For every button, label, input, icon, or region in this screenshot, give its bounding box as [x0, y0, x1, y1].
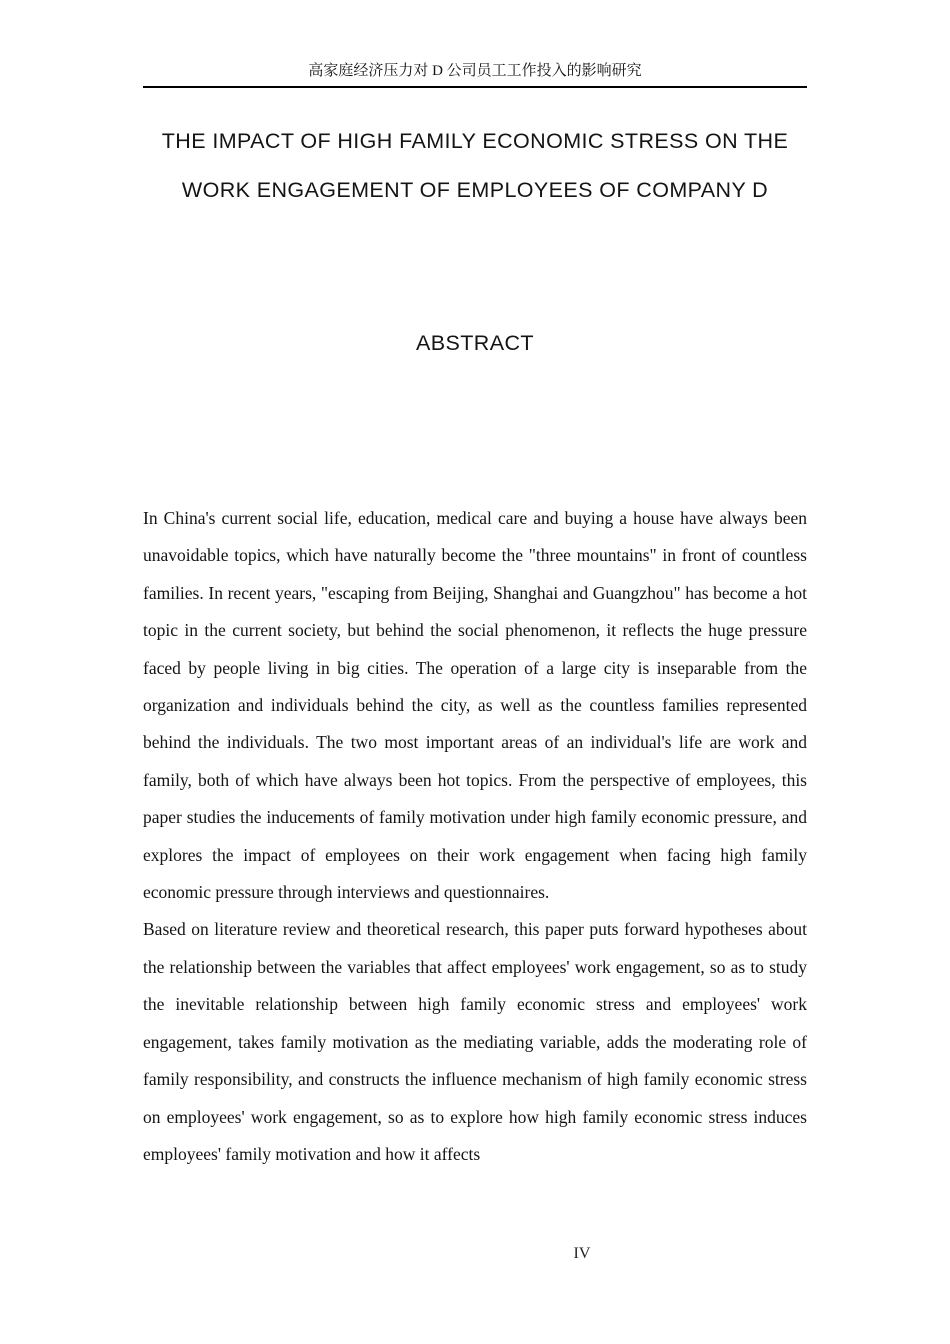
document-title-line-1: THE IMPACT OF HIGH FAMILY ECONOMIC STRESS ON THE	[161, 129, 789, 153]
document-title-line-2: WORK ENGAGEMENT OF EMPLOYEES OF COMPANY D	[181, 178, 769, 202]
abstract-body	[143, 500, 807, 1173]
abstract-heading: ABSTRACT	[416, 331, 534, 355]
page-footer	[542, 1244, 622, 1264]
running-header-title: 高家庭经济压力对 D 公司员工工作投入的影响研究	[308, 63, 642, 79]
abstract-paragraph-1: In China's current social life, education, medical care and buying a house have always been unavoidable topics, which have naturally become the "three mountains" in front of countless families. In recent years, "escaping from Beijing, Shanghai and Guangzhou" has become a hot topic in the current society, but behind the social phenomenon, it reflects the huge pressure faced by people living in big cities. The operation of a large city is inseparable from the organization and individuals behind the city, as well as the countless families represented behind the individuals. The two most important areas of an individual's life are work and family, both of which have always been hot topics. From the perspective of employees, this paper studies the inducements of family motivation under high family economic pressure, and explores the impact of employees on their work engagement when facing high family economic pressure through interviews and questionnaires.	[143, 508, 807, 903]
abstract-paragraph-2: Based on literature review and theoretical research, this paper puts forward hypotheses about the relationship between the variables that affect employees' work engagement, so as to study the inevitable relationship between high family economic stress and employees' work engagement, takes family motivation as the mediating variable, adds the moderating role of family responsibility, and constructs the influence mechanism of high family economic stress on employees' work engagement, so as to explore how high family economic stress induces employees' family motivation and how it affects	[143, 919, 807, 1164]
document-title	[143, 117, 807, 215]
page-number: IV	[573, 1245, 591, 1262]
running-header	[143, 61, 807, 88]
